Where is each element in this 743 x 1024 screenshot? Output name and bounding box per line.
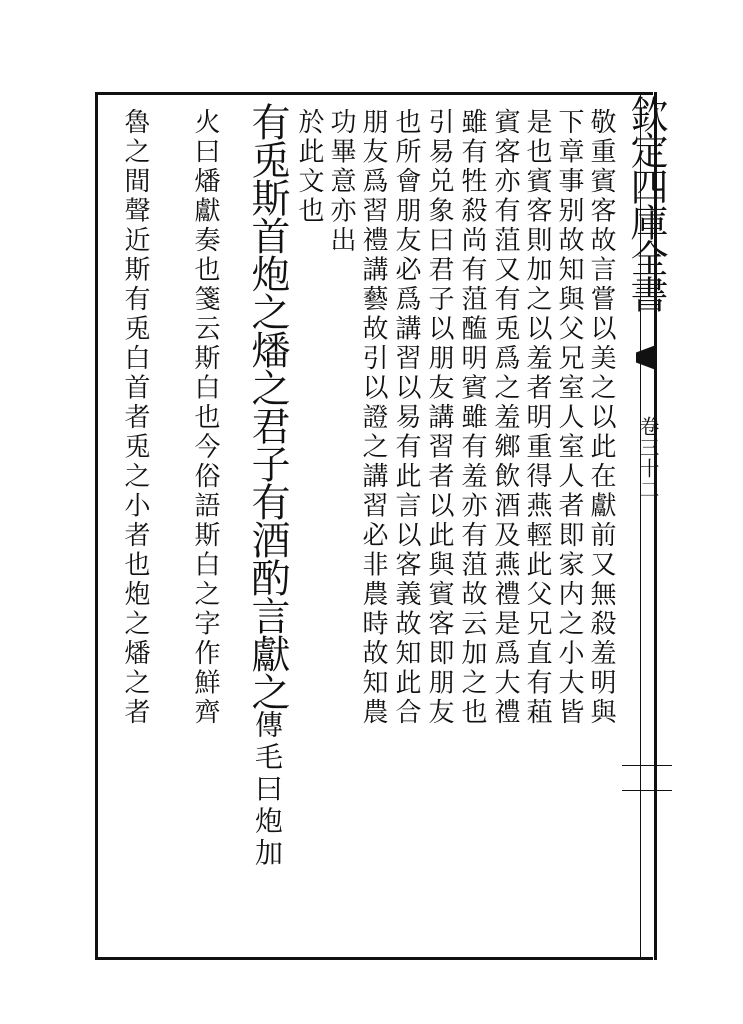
lower-rule-1 xyxy=(622,765,672,766)
verse-commentary: 傳毛曰炮加 xyxy=(251,710,284,870)
text-column-10: 於此文也 xyxy=(294,108,324,226)
text-column-6: 引易兑象曰君子以朋友講習者以此與賓客即朋友 xyxy=(424,108,454,728)
book-title: 欽定四庫全書 xyxy=(624,95,668,311)
verse-text: 有兎斯首炮之燔之君子有酒酌言獻之 xyxy=(245,102,290,710)
text-column-9: 功畢意亦出 xyxy=(326,108,356,256)
text-column-11 xyxy=(246,102,288,870)
text-column-13: 魯之間聲近斯有兎白首者兎之小者也炮之燔之者 xyxy=(120,108,150,728)
text-column-7: 也所會朋友必爲講習以易有此言以客義故知此合 xyxy=(391,108,421,728)
text-column-2: 下章事别故知與父兄室人室人者即家内之小大皆 xyxy=(554,108,584,728)
text-column-8: 朋友爲習禮講藝故引以證之講習必非農時故知農 xyxy=(358,108,388,728)
text-column-3: 是也賓客則加之以羞者明重得燕輕此父兄直有蒩 xyxy=(522,108,552,728)
text-column-5: 雖有牲殺尚有菹醢明賓雖有羞亦有菹故云加之也 xyxy=(457,108,487,728)
lower-rule-2 xyxy=(622,790,672,791)
text-column-12: 火曰燔獻奏也箋云斯白也今俗語斯白之字作鮮齊 xyxy=(190,108,220,728)
volume-label: 卷三十二 xyxy=(636,416,660,500)
text-column-4: 賓客亦有菹又有兎爲之羞鄉飲酒及燕禮是爲大禮 xyxy=(490,108,520,728)
text-column-1: 敬重賓客故言嘗以美之以此在獻前又無殺羞明與 xyxy=(586,108,616,728)
